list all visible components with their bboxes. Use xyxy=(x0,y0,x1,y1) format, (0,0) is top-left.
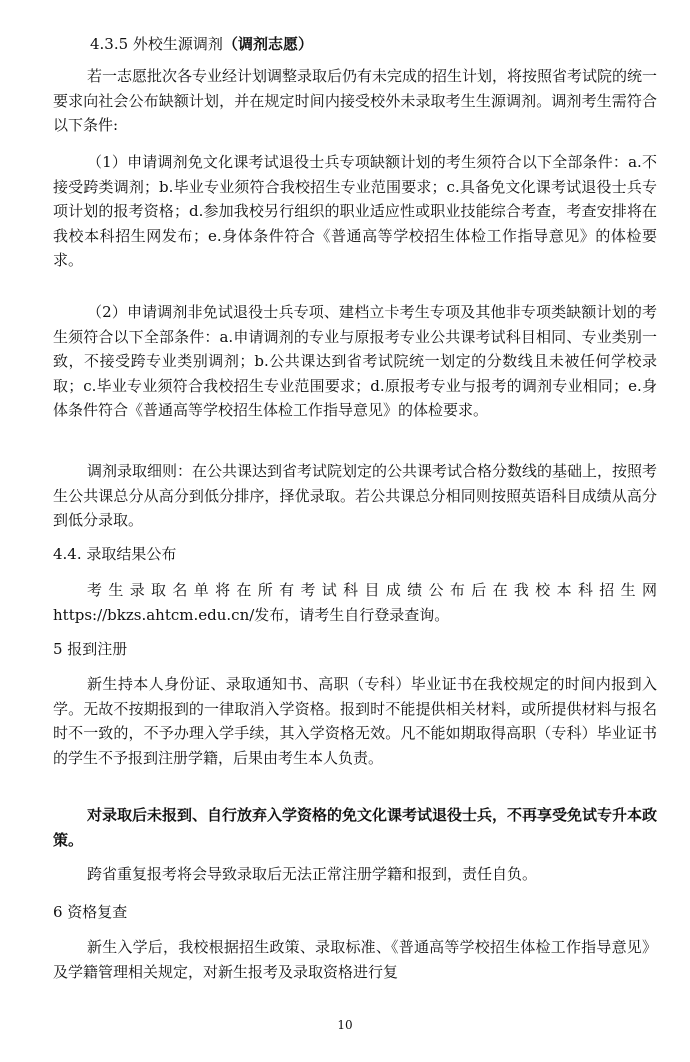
section-5-body: 新生持本人身份证、录取通知书、高职（专科）毕业证书在我校规定的时间内报到入学。无故不按期报到的一律取消入学资格。报到时不能提供相关材料，或所提供材料与报名时不一致的，不予办理入学手续，其入学资格无效。凡不能如期取得高职（专科）毕业证书的学生不予报到注册学籍，后果由考生本人负责。 xyxy=(53,675,657,767)
section-4-3-5-heading-text: 4.3.5 外校生源调剂 xyxy=(90,35,223,53)
section-4-3-5-item-1: （1）申请调剂免文化课考试退役士兵专项缺额计划的考生须符合以下全部条件：a.不接受跨类调剂；b.毕业专业须符合我校招生专业范围要求；c.具备免文化课考试退役士兵专项计划的报考资格；d.参加我校另行组织的职业适应性或职业技能综合考查，考查安排将在我校本科招生网发布；e.身体条件符合《普通高等学校招生体检工作指导意见》的体检要求。 xyxy=(53,153,657,269)
section-5-bold-notice: 对录取后未报到、自行放弃入学资格的免文化课考试退役士兵，不再享受免试专升本政策。 xyxy=(53,806,658,849)
page-number: 10 xyxy=(337,1018,353,1032)
section-5-note: 跨省重复报考将会导致录取后无法正常注册学籍和报到，责任自负。 xyxy=(87,865,538,883)
section-4-3-5-rules: 调剂录取细则：在公共课达到省考试院划定的公共课考试合格分数线的基础上，按照考生公共课总分从高分到低分排序，择优录取。若公共课总分相同则按照英语科目成绩从高分到低分录取。 xyxy=(53,462,658,529)
section-4-4-heading: 4.4. 录取结果公布 xyxy=(53,545,177,563)
section-4-3-5-item-2: （2）申请调剂非免试退役士兵专项、建档立卡考生专项及其他非专项类缺额计划的考生须符合以下全部条件：a.申请调剂的专业与原报考专业公共课考试科目相同、专业类别一致，不接受跨专业类别调剂；b.公共课达到省考试院统一划定的分数线且未被任何学校录取；c.毕业专业须符合我校招生专业范围要求；d.原报考专业与报考的调剂专业相同；e.身体条件符合《普通高等学校招生体检工作指导意见》的体检要求。 xyxy=(53,303,657,419)
section-6-heading: 6 资格复查 xyxy=(53,903,128,921)
section-4-3-5-intro: 若一志愿批次各专业经计划调整录取后仍有未完成的招生计划，将按照省考试院的统一要求向社会公布缺额计划，并在规定时间内接受校外未录取考生生源调剂。调剂考生需符合以下条件: xyxy=(53,67,658,134)
section-4-3-5-heading-bold: （调剂志愿） xyxy=(222,35,313,53)
section-6-body: 新生入学后，我校根据招生政策、录取标准、《普通高等学校招生体检工作指导意见》及学籍管理相关规定，对新生报考及录取资格进行复 xyxy=(53,938,657,981)
section-5-heading: 5 报到注册 xyxy=(53,640,128,658)
section-4-4-body: 考生录取名单将在所有考试科目成绩公布后在我校本科招生网https://bkzs.ahtcm.edu.cn/发布，请考生自行登录查询。 xyxy=(53,581,657,624)
section-4-3-5-heading xyxy=(90,32,313,56)
